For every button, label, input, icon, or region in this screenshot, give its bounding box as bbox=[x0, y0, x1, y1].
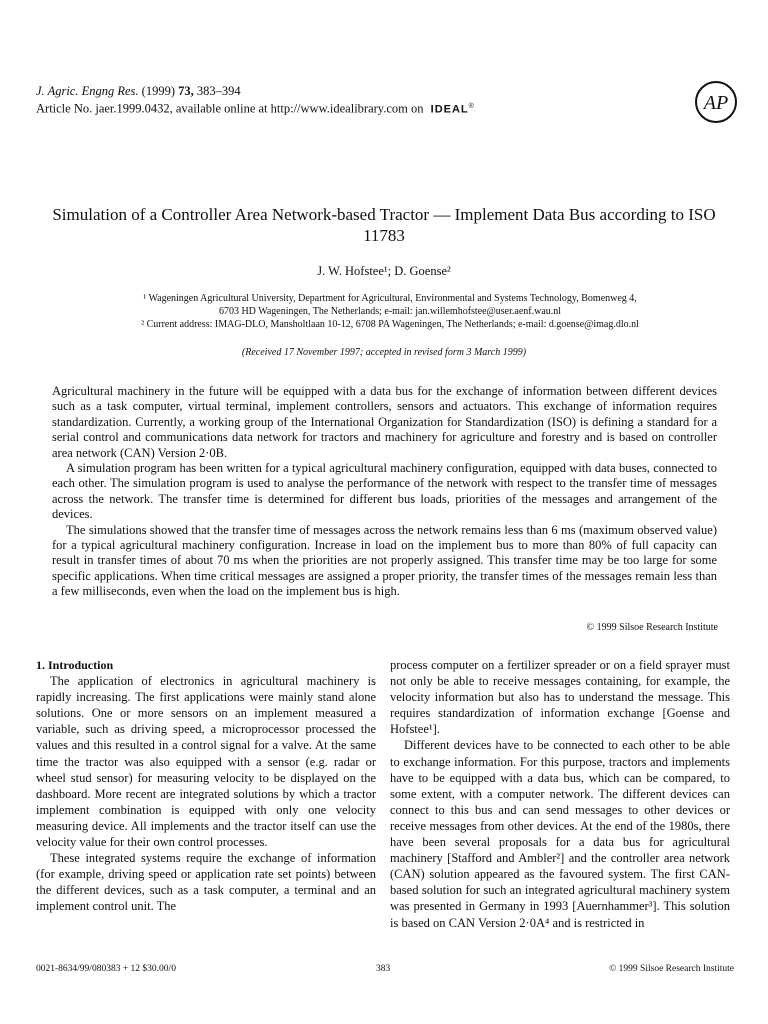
paper-authors: J. W. Hofstee¹; D. Goense² bbox=[317, 264, 451, 278]
affiliation-line: ¹ Wageningen Agricultural University, Department for Agricultural, Environmental and Systems Technology, Bomenweg 4, bbox=[143, 293, 637, 304]
affiliation-line: ² Current address: IMAG-DLO, Mansholtlaan 10-12, 6708 PA Wageningen, The Netherlands; e-mail: d.goense@imag.dlo.nl bbox=[141, 319, 639, 330]
paper-title: Simulation of a Controller Area Network-based Tractor — Implement Data Bus according to ISO 11783 bbox=[52, 205, 716, 245]
affiliation-line: 6703 HD Wageningen, The Netherlands; e-mail: jan.willemhofstee@user.aenf.wau.nl bbox=[218, 306, 562, 317]
article-line bbox=[36, 99, 475, 118]
ideal-logo-text: IDEAL bbox=[430, 103, 469, 116]
abstract-paragraph: The simulations showed that the transfer time of messages across the network remains less than 6 ms (maximum observed value) for a typical agricultural machinery configuration. Increase in load on the implement bus to more than 80% of full capacity can result in transfer times of about 70 ms when the priorities are not properly assigned. This transfer time may be too large for some specific applications. When time critical messages are assigned a proper priority, the transfer times of the messages remain less than a few milliseconds, even when the load on the implement bus is high. bbox=[52, 522, 717, 599]
journal-citation bbox=[36, 84, 475, 99]
body-paragraph: Different devices have to be connected to each other to be able to exchange information. For this purpose, tractors and implements have to be equipped with a data bus, which can be compared, to some extent, with a computer network. The different devices can connect to this bus and can send messages to other devices or receive messages from other devices. At the end of the 1980s, there have been several proposals for a data bus for agricultural machinery [Stafford and Ambler²] and the controller area network (CAN) solution appeared as the favoured system. The first CAN-based solution for such an integrated agricultural machinery system was presented in Germany in 1993 [Auernhammer³]. This solution is based on CAN Version 2·0A⁴ and is restricted in bbox=[390, 738, 730, 930]
body-right-column bbox=[390, 657, 730, 931]
body-paragraph: The application of electronics in agricultural machinery is rapidly increasing. The first applications were mainly stand alone solutions. One or more sensors on an implement measured a variable, such as driving speed, a microprocessor processed the values and this resulted in a control signal for a valve. At the same time the tractor was also equipped with a sensor (e.g. radar or wheel stud sensor) for measuring velocity to be displayed on the dashboard. More recent are integrated solutions by which a tractor implement combination is equipped with only one velocity measuring device. All implements and the tractor itself can use the velocity value for their own control processes. bbox=[36, 674, 376, 850]
publisher-logo-text: AP bbox=[703, 92, 729, 114]
affiliations bbox=[60, 292, 720, 331]
received-dates: (Received 17 November 1997; accepted in revised form 3 March 1999) bbox=[241, 347, 527, 358]
abstract-copyright: © 1999 Silsoe Research Institute bbox=[586, 622, 718, 633]
journal-volume: 73, bbox=[178, 84, 194, 98]
page-number: 383 bbox=[376, 964, 391, 974]
publisher-logo-icon bbox=[694, 80, 738, 124]
footer-code: 0021-8634/99/080383 + 12 $30.00/0 bbox=[36, 964, 176, 974]
body-paragraph: These integrated systems require the exchange of information (for example, driving speed or application rate set points) between the different devices, such as a task computer, a terminal and an implement control unit. The bbox=[36, 851, 376, 914]
abstract bbox=[52, 384, 717, 600]
abstract-paragraph: Agricultural machinery in the future will be equipped with a data bus for the exchange of information between different devices such as a task computer, virtual terminal, implement controllers, sensors and actuators. This exchange of information requires standardization. Currently, a working group of the International Organization for Standardization (ISO) is defining a standard for a serial control and communications data network for tractors and machinery for agriculture and forestry and is based on controller area network (CAN) Version 2·0B. bbox=[52, 384, 717, 460]
section-heading: 1. Introduction bbox=[36, 658, 114, 672]
body-left-column bbox=[36, 657, 376, 915]
ideal-logo bbox=[431, 99, 475, 118]
journal-year: (1999) bbox=[141, 84, 175, 98]
journal-name: J. Agric. Engng Res. bbox=[36, 84, 139, 98]
abstract-paragraph: A simulation program has been written for a typical agricultural machinery configuration, equipped with data buses, connected to each other. The simulation program is used to analyse the performance of the network with respect to the transfer time of messages across the network. The transfer time is determined for different bus loads, priorities of the messages and arrangement of the devices. bbox=[52, 461, 717, 522]
body-paragraph: process computer on a fertilizer spreader or on a field sprayer must not only be able to receive messages containing, for example, the velocity information but also has to understand the message. This requires standardization of information exchange [Goense and Hofstee¹]. bbox=[390, 658, 730, 737]
footer-copyright: © 1999 Silsoe Research Institute bbox=[609, 964, 734, 974]
article-info: Article No. jaer.1999.0432, available online at http://www.idealibrary.com on bbox=[36, 101, 424, 116]
journal-header bbox=[36, 84, 475, 118]
registered-mark: ® bbox=[468, 103, 475, 110]
journal-pages: 383–394 bbox=[196, 84, 241, 98]
